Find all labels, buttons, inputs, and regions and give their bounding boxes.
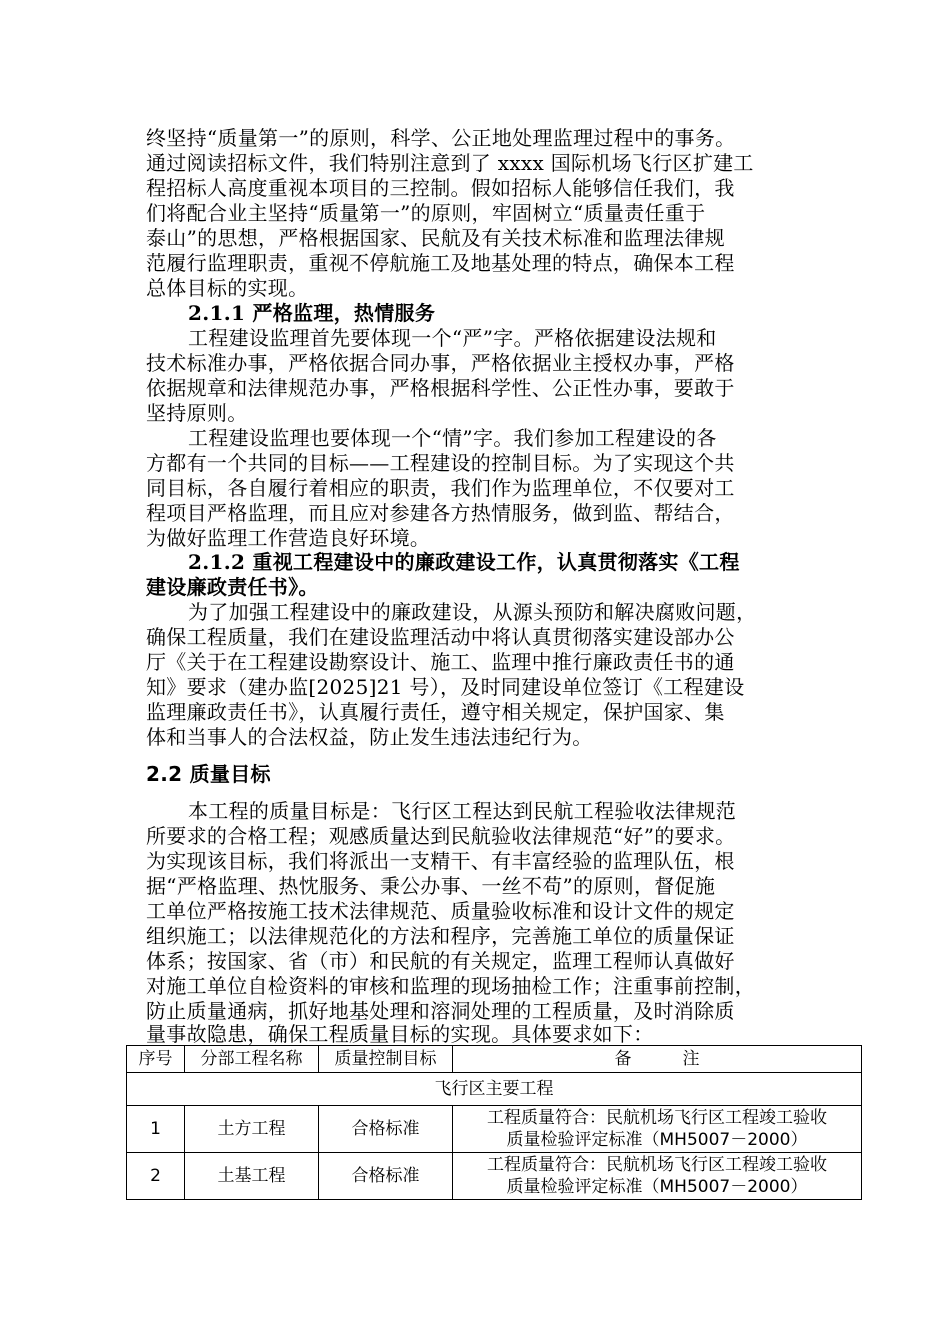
paragraph-line: 知》要求（建办监[2025]21 号），及时同建设单位签订《工程建设 <box>146 675 745 699</box>
paragraph-line: 程项目严格监理，而且应对参建各方热情服务，做到监、帮结合， <box>146 501 735 525</box>
paragraph-line: 为了加强工程建设中的廉政建设，从源头预防和解决腐败问题， <box>188 600 757 624</box>
paragraph-line: 监理廉政责任书》，认真履行责任，遵守相关规定，保护国家、集 <box>146 700 725 724</box>
row-goal: 合格标准 <box>319 1106 453 1153</box>
paragraph-line: 所要求的合格工程；观感质量达到民航验收法律规范“好”的要求。 <box>146 824 736 848</box>
paragraph-line: 坚持原则。 <box>146 401 248 425</box>
row-seq: 1 <box>127 1106 185 1153</box>
subsection-heading-2-1-2-cont: 建设廉政责任书》。 <box>146 575 319 599</box>
paragraph-line: 工单位严格按施工技术法律规范、质量验收标准和设计文件的规定 <box>146 899 735 923</box>
quality-target-table <box>126 1045 862 1200</box>
paragraph-line: 据“严格监理、热忱服务、秉公办事、一丝不苟”的原则，督促施 <box>146 874 716 898</box>
paragraph-line: 为实现该目标，我们将派出一支精干、有丰富经验的监理队伍，根 <box>146 849 735 873</box>
paragraph-line: 体系；按国家、省（市）和民航的有关规定，监理工程师认真做好 <box>146 949 735 973</box>
paragraph-line: 范履行监理职责，重视不停航施工及地基处理的特点，确保本工程 <box>146 251 735 275</box>
table-row <box>127 1153 862 1200</box>
paragraph-line: 总体目标的实现。 <box>146 276 309 300</box>
row-seq: 2 <box>127 1153 185 1200</box>
paragraph-line: 通过阅读招标文件，我们特别注意到了 xxxx 国际机场飞行区扩建工 <box>146 151 754 175</box>
row-name: 土方工程 <box>185 1106 319 1153</box>
table-header-row <box>127 1046 862 1073</box>
paragraph-line: 对施工单位自检资料的审核和监理的现场抽检工作；注重事前控制， <box>146 974 755 998</box>
table-group-row <box>127 1073 862 1106</box>
paragraph-line: 依据规章和法律规范办事，严格根据科学性、公正性办事，要敢于 <box>146 376 735 400</box>
row-note-line: 工程质量符合：民航机场飞行区工程竣工验收 <box>487 1108 827 1128</box>
header-note: 备 注 <box>453 1046 862 1073</box>
paragraph-line: 终坚持“质量第一”的原则，科学、公正地处理监理过程中的事务。 <box>146 126 736 150</box>
paragraph-line: 量事故隐患，确保工程质量目标的实现。具体要求如下： <box>146 1022 654 1046</box>
paragraph-line: 为做好监理工作营造良好环境。 <box>146 526 431 550</box>
paragraph-line: 防止质量通病，抓好地基处理和溶洞处理的工程质量，及时消除质 <box>146 999 735 1023</box>
paragraph-line: 厅《关于在工程建设勘察设计、施工、监理中推行廉政责任书的通 <box>146 650 735 674</box>
paragraph-line: 本工程的质量目标是：飞行区工程达到民航工程验收法律规范 <box>188 799 737 823</box>
row-note-line: 质量检验评定标准（MH5007－2000） <box>506 1130 808 1150</box>
section-heading-2-2: 2.2 质量目标 <box>146 762 271 786</box>
paragraph-line: 体和当事人的合法权益，防止发生违法违纪行为。 <box>146 725 593 749</box>
row-note <box>453 1106 862 1153</box>
paragraph-line: 泰山”的思想，严格根据国家、民航及有关技术标准和监理法律规 <box>146 226 725 250</box>
header-name: 分部工程名称 <box>185 1046 319 1073</box>
row-name: 土基工程 <box>185 1153 319 1200</box>
header-goal: 质量控制目标 <box>319 1046 453 1073</box>
paragraph-line: 技术标准办事，严格依据合同办事，严格依据业主授权办事，严格 <box>146 351 735 375</box>
paragraph-line: 程招标人高度重视本项目的三控制。假如招标人能够信任我们，我 <box>146 176 735 200</box>
paragraph-line: 同目标，各自履行着相应的职责，我们作为监理单位，不仅要对工 <box>146 476 735 500</box>
paragraph-line: 们将配合业主坚持“质量第一”的原则，牢固树立“质量责任重于 <box>146 201 706 225</box>
row-note <box>453 1153 862 1200</box>
subsection-heading-2-1-2: 2.1.2 重视工程建设中的廉政建设工作，认真贯彻落实《工程 <box>188 550 740 574</box>
paragraph-line: 工程建设监理首先要体现一个“严”字。严格依据建设法规和 <box>188 326 717 350</box>
subsection-heading-2-1-1: 2.1.1 严格监理，热情服务 <box>188 301 436 325</box>
paragraph-line: 组织施工；以法律规范化的方法和程序，完善施工单位的质量保证 <box>146 924 735 948</box>
paragraph-line: 方都有一个共同的目标——工程建设的控制目标。为了实现这个共 <box>146 451 735 475</box>
row-note-line: 质量检验评定标准（MH5007－2000） <box>506 1177 808 1197</box>
group-label: 飞行区主要工程 <box>127 1073 862 1106</box>
row-note-line: 工程质量符合：民航机场飞行区工程竣工验收 <box>487 1155 827 1175</box>
header-seq: 序号 <box>127 1046 185 1073</box>
table-row <box>127 1106 862 1153</box>
paragraph-line: 确保工程质量，我们在建设监理活动中将认真贯彻落实建设部办公 <box>146 625 735 649</box>
paragraph-line: 工程建设监理也要体现一个“情”字。我们参加工程建设的各 <box>188 426 717 450</box>
row-goal: 合格标准 <box>319 1153 453 1200</box>
